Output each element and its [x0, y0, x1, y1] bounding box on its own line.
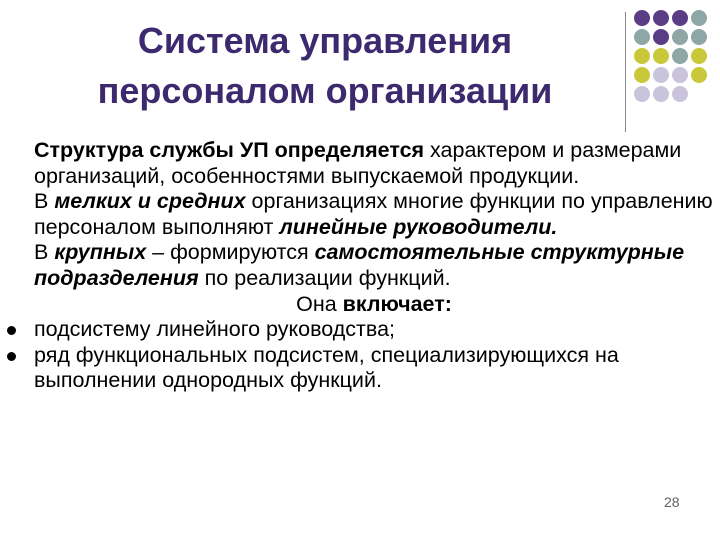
- decor-dot: [691, 48, 707, 64]
- structure-bold-text: Структура службы УП определяется: [34, 138, 425, 162]
- decor-dot: [691, 86, 707, 102]
- bullet-item-2: [34, 343, 714, 394]
- paragraph-structure: [34, 138, 714, 189]
- slide-number: 28: [664, 494, 680, 510]
- bullet-dot-icon: [7, 352, 16, 361]
- small-orgs-emphasis-2: линейные руководители.: [279, 214, 558, 239]
- large-orgs-text-1: В: [34, 240, 55, 265]
- bullet-dot-icon: [7, 326, 16, 335]
- decorative-dot-grid: [634, 10, 707, 102]
- decor-dot: [653, 67, 669, 83]
- bullet-item-2-text: ряд функциональных подсистем, специализирующихся на выполнении однородных функций.: [34, 342, 619, 393]
- title-line-2: персоналом организации: [97, 70, 553, 111]
- decor-dot: [634, 86, 650, 102]
- decor-dot: [634, 67, 650, 83]
- large-orgs-text-3: по реализации функций.: [198, 265, 451, 290]
- small-orgs-text-2: организациях многие функции по управлению персоналом выполняют: [34, 189, 713, 239]
- decor-dot: [653, 86, 669, 102]
- bullet-item-1: [34, 317, 714, 343]
- decor-dot: [672, 48, 688, 64]
- decor-dot: [691, 29, 707, 45]
- small-orgs-text-1: В: [34, 189, 55, 214]
- structure-text: характером и размерами организаций, особенностями выпускаемой продукции.: [34, 138, 682, 188]
- decor-dot: [691, 10, 707, 26]
- decor-dot: [672, 86, 688, 102]
- decor-dot: [691, 67, 707, 83]
- decor-dot: [653, 48, 669, 64]
- title-line-1: Система управления: [137, 20, 513, 61]
- decor-dot: [653, 29, 669, 45]
- paragraph-small-orgs: [34, 189, 714, 240]
- decor-dot: [653, 10, 669, 26]
- decor-dot: [672, 10, 688, 26]
- decor-dot: [634, 29, 650, 45]
- decor-dot: [634, 48, 650, 64]
- bullet-item-1-text: подсистему линейного руководства;: [34, 317, 396, 342]
- slide-title: [40, 16, 610, 116]
- includes-text: Она: [296, 291, 343, 316]
- paragraph-large-orgs: [34, 240, 714, 291]
- slide-body: [34, 138, 714, 394]
- paragraph-includes: [34, 292, 714, 318]
- decor-dot: [672, 67, 688, 83]
- decor-dot: [634, 10, 650, 26]
- small-orgs-emphasis-1: мелких и средних: [54, 189, 246, 214]
- large-orgs-text-2: – формируются: [146, 240, 315, 265]
- includes-bold: включает:: [342, 291, 452, 316]
- decor-dot: [672, 29, 688, 45]
- decorative-divider: [625, 12, 626, 132]
- large-orgs-emphasis-1: крупных: [54, 240, 147, 265]
- large-orgs-emphasis-2: самостоятельные структурные подразделения: [34, 240, 685, 290]
